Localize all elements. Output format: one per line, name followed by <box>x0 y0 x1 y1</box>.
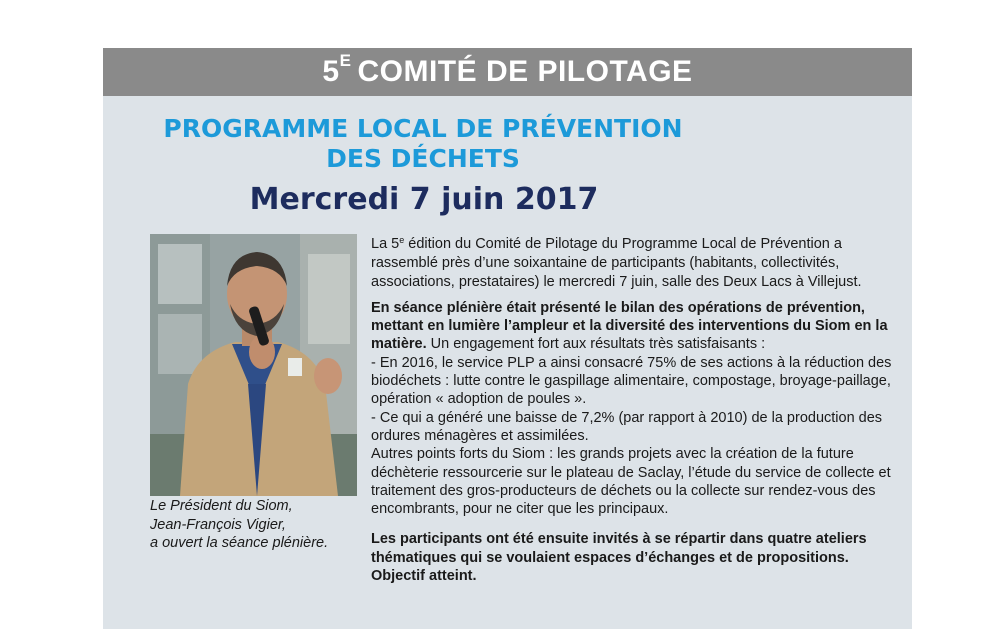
banner-ordinal: E <box>339 51 352 70</box>
intro-paragraph <box>371 235 901 291</box>
closing-paragraph: Les participants ont été ensuite invités à se répartir dans quatre ateliers thématiques qui se voulaient espaces d’échanges et de propositions. Objectif atteint. <box>371 531 867 585</box>
speaker-photo <box>150 234 357 496</box>
article-title <box>103 114 743 174</box>
plenary-rest: Un engagement fort aux résultats très satisfaisants : <box>426 336 766 353</box>
event-date: Mercredi 7 juin 2017 <box>249 182 599 217</box>
photo-caption <box>150 497 350 553</box>
title-line-2: DES DÉCHETS <box>326 144 520 173</box>
other-points-paragraph: Autres points forts du Siom : les grands projets avec la création de la future déchèterie ressourcerie sur le plateau de Saclay, l’étude du service de collecte et traitement des gros-producteurs de déchets ou la collecte sur rendez-vous des encombrants, pour ne citer que les principaux. <box>371 446 891 518</box>
intro-superscript: e <box>399 235 405 245</box>
section-banner <box>103 48 912 96</box>
banner-number: 5 <box>322 55 340 88</box>
caption-line-3: a ouvert la séance plénière. <box>150 535 329 551</box>
banner-title: COMITÉ DE PILOTAGE <box>357 55 693 88</box>
intro-start: La 5 <box>371 236 400 252</box>
caption-line-1: Le Président du Siom, <box>150 498 293 514</box>
bullet-item-2: - Ce qui a généré une baisse de 7,2% (par rapport à 2010) de la production des ordures ménagères et assimilées. <box>371 409 883 444</box>
plenary-bold: En séance plénière était présenté le bilan des opérations de prévention, mettant en lumière l’ampleur et la diversité des interventions du Siom en la matière. <box>371 299 888 353</box>
plenary-paragraph <box>371 299 901 354</box>
article-body <box>371 235 901 585</box>
bullet-item-1: - En 2016, le service PLP a ainsi consacré 75% de ses actions à la réduction des biodéchets : lutte contre le gaspillage alimentaire, compostage, broyage-paillage, opération « adoption de poules ». <box>371 354 892 408</box>
article-panel <box>103 96 912 629</box>
title-line-1: PROGRAMME LOCAL DE PRÉVENTION <box>163 114 683 143</box>
intro-rest: édition du Comité de Pilotage du Programme Local de Prévention a rassemblé près d’une soixantaine de participants (habitants, collectivités, associations, prestataires) le mercredi 7 juin, salle des Deux Lacs à Villejust. <box>371 236 862 290</box>
caption-line-2: Jean-François Vigier, <box>150 516 286 533</box>
speaker-photo-illustration <box>150 234 357 496</box>
